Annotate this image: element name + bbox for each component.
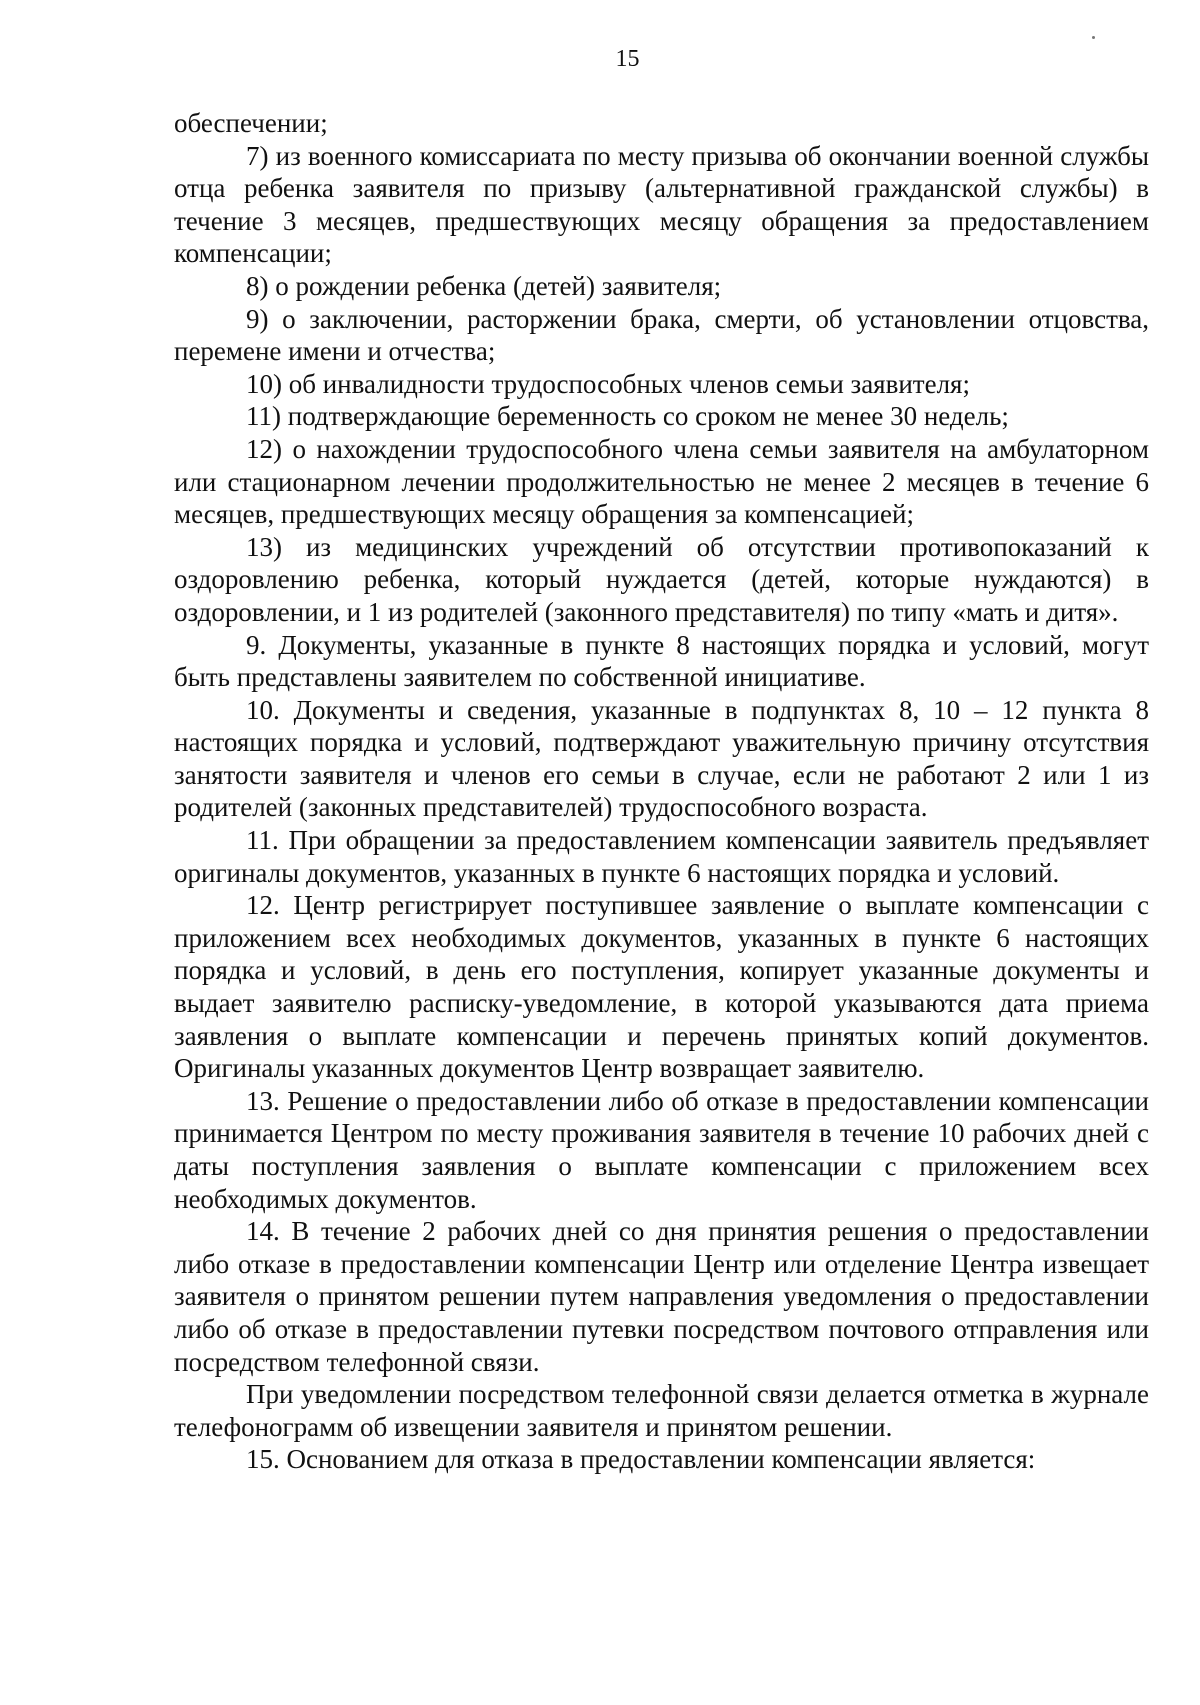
document-body xyxy=(174,107,1149,1476)
list-item-12: 12) о нахождении трудоспособного члена семьи заявителя на амбулаторном или стационарном лечении продолжительностью не менее 2 месяцев в течение 6 месяцев, предшествующих месяцу обращения за компенсацией; xyxy=(174,433,1149,530)
list-item-13: 13) из медицинских учреждений об отсутствии противопоказаний к оздоровлению ребенка, который нуждается (детей, которые нуждаются) в оздоровлении, и 1 из родителей (законного представителя) по типу «мать и дитя». xyxy=(174,531,1149,627)
list-item-10: 10) об инвалидности трудоспособных членов семьи заявителя; xyxy=(246,368,970,399)
list-item-11: 11) подтверждающие беременность со сроком не менее 30 недель; xyxy=(246,401,1009,432)
clause-13: 13. Решение о предоставлении либо об отказе в предоставлении компенсации принимается Центром по месту проживания заявителя в течение 10 рабочих дней с даты поступления заявления о выплате компенсации с приложением всех необходимых документов. xyxy=(174,1085,1149,1214)
list-item-9: 9) о заключении, расторжении брака, смерти, об установлении отцовства, перемене имени и отчества; xyxy=(174,303,1149,367)
list-item-8: 8) о рождении ребенка (детей) заявителя; xyxy=(246,270,722,301)
clause-12: 12. Центр регистрирует поступившее заявление о выплате компенсации с приложением всех необходимых документов, указанных в пункте 6 настоящих порядка и условий, в день его поступления, копирует указанные документы и выдает заявителю расписку-уведомление, в которой указываются дата приема заявления о выплате компенсации и перечень принятых копий документов. Оригиналы указанных документов Центр возвращает заявителю. xyxy=(174,890,1149,1084)
list-item-7: 7) из военного комиссариата по месту призыва об окончании военной службы отца ребенка заявителя по призыву (альтернативной гражданской службы) в течение 3 месяцев, предшествующих месяцу обращения за предоставлением компенсации; xyxy=(174,140,1149,269)
clause-9: 9. Документы, указанные в пункте 8 настоящих порядка и условий, могут быть представлены заявителем по собственной инициативе. xyxy=(174,629,1149,693)
clause-10: 10. Документы и сведения, указанные в подпунктах 8, 10 – 12 пункта 8 настоящих порядка и условий, подтверждают уважительную причину отсутствия занятости заявителя и членов его семьи в случае, если не работают 2 или 1 из родителей (законных представителей) трудоспособного возраста. xyxy=(174,694,1149,823)
page-number: 15 xyxy=(615,46,640,72)
paragraph-continuation: обеспечении; xyxy=(174,108,328,138)
clause-11: 11. При обращении за предоставлением компенсации заявитель предъявляет оригиналы документов, указанных в пункте 6 настоящих порядка и условий. xyxy=(174,825,1149,888)
clause-14-note: При уведомлении посредством телефонной связи делается отметка в журнале телефонограмм об извещении заявителя и принятом решении. xyxy=(174,1379,1149,1442)
scan-dot-mark xyxy=(1092,36,1095,39)
clause-15: 15. Основанием для отказа в предоставлении компенсации является: xyxy=(246,1444,1036,1475)
clause-14: 14. В течение 2 рабочих дней со дня принятия решения о предоставлении либо отказе в предоставлении компенсации Центр или отделение Центра извещает заявителя о принятом решении путем направления уведомления о предоставлении либо об отказе в предоставлении путевки посредством почтового отправления или посредством телефонной связи. xyxy=(174,1216,1149,1377)
